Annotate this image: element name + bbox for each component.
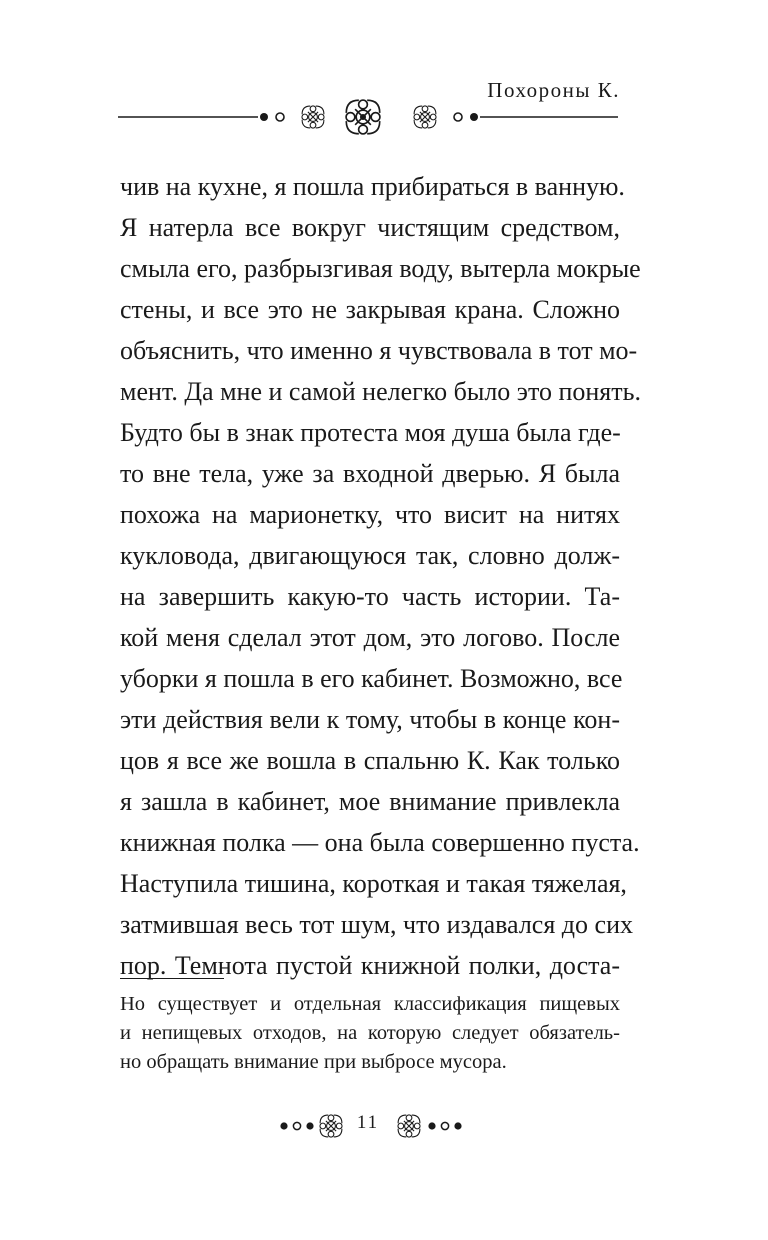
header-ornament xyxy=(118,90,618,144)
footer-dot-icon xyxy=(441,1122,448,1129)
text-line: книжная полка — она была совершенно пуста. xyxy=(120,828,640,857)
text-line: затмившая весь тот шум, что издавался до сих xyxy=(120,910,633,939)
text-line: то вне тела, уже за входной дверью. Я была xyxy=(120,459,620,488)
header-dot-icon xyxy=(454,113,462,121)
footnote-line: но обращать внимание при выбросе мусора. xyxy=(120,1051,507,1073)
header-dot-icon xyxy=(276,113,284,121)
text-line: смыла его, разбрызгивая воду, вытерла мокрые xyxy=(120,254,641,283)
text-line: чив на кухне, я пошла прибираться в ванную. xyxy=(120,172,625,201)
page-number: 11 xyxy=(356,1112,380,1133)
text-line: пор. Темнота пустой книжной полки, доста- xyxy=(120,951,620,980)
text-line: похожа на марионетку, что висит на нитях xyxy=(120,500,620,529)
footnote-rule xyxy=(120,978,224,979)
footer-ornament xyxy=(270,1102,498,1150)
text-line: я зашла в кабинет, мое внимание привлекла xyxy=(120,787,620,816)
text-line: уборки я пошла в его кабинет. Возможно, все xyxy=(120,664,623,693)
text-line: эти действия вели к тому, чтобы в конце кон- xyxy=(120,705,620,734)
header-dot-icon xyxy=(470,113,478,121)
text-line: мент. Да мне и самой нелегко было это понять. xyxy=(120,377,641,406)
text-line: Будто бы в знак протеста моя душа была где- xyxy=(120,418,621,447)
footer-dot-icon xyxy=(293,1122,300,1129)
footer-dot-icon xyxy=(280,1122,287,1129)
header-center-dot-icon xyxy=(360,114,366,120)
footnote xyxy=(120,990,620,1077)
knot-ornament-icon xyxy=(414,106,436,128)
body-text xyxy=(120,166,641,986)
text-line: стены, и все это не закрывая крана. Сложно xyxy=(120,295,620,324)
footer-dot-icon xyxy=(454,1122,461,1129)
footer-dot-icon xyxy=(306,1122,313,1129)
knot-ornament-icon xyxy=(320,1115,342,1137)
footnote-line: Но существует и отдельная классификация пищевых xyxy=(120,993,620,1015)
running-title: Похороны К. xyxy=(487,78,620,102)
text-line: Я натерла все вокруг чистящим средством, xyxy=(120,213,620,242)
text-line: кой меня сделал этот дом, это логово. После xyxy=(120,623,620,652)
knot-ornament-icon xyxy=(398,1115,420,1137)
footer-dot-icon xyxy=(428,1122,435,1129)
text-line: Наступила тишина, короткая и такая тяжелая, xyxy=(120,869,627,898)
text-line: на завершить какую-то часть истории. Та- xyxy=(120,582,620,611)
header-dot-icon xyxy=(260,113,268,121)
text-line: цов я все же вошла в спальню К. Как только xyxy=(120,746,620,775)
footnote-line: и непищевых отходов, на которую следует обязатель- xyxy=(120,1022,620,1044)
knot-ornament-icon xyxy=(302,106,324,128)
text-line: кукловода, двигающуюся так, словно долж- xyxy=(120,541,620,570)
text-line: объяснить, что именно я чувствовала в тот мо- xyxy=(120,336,638,365)
